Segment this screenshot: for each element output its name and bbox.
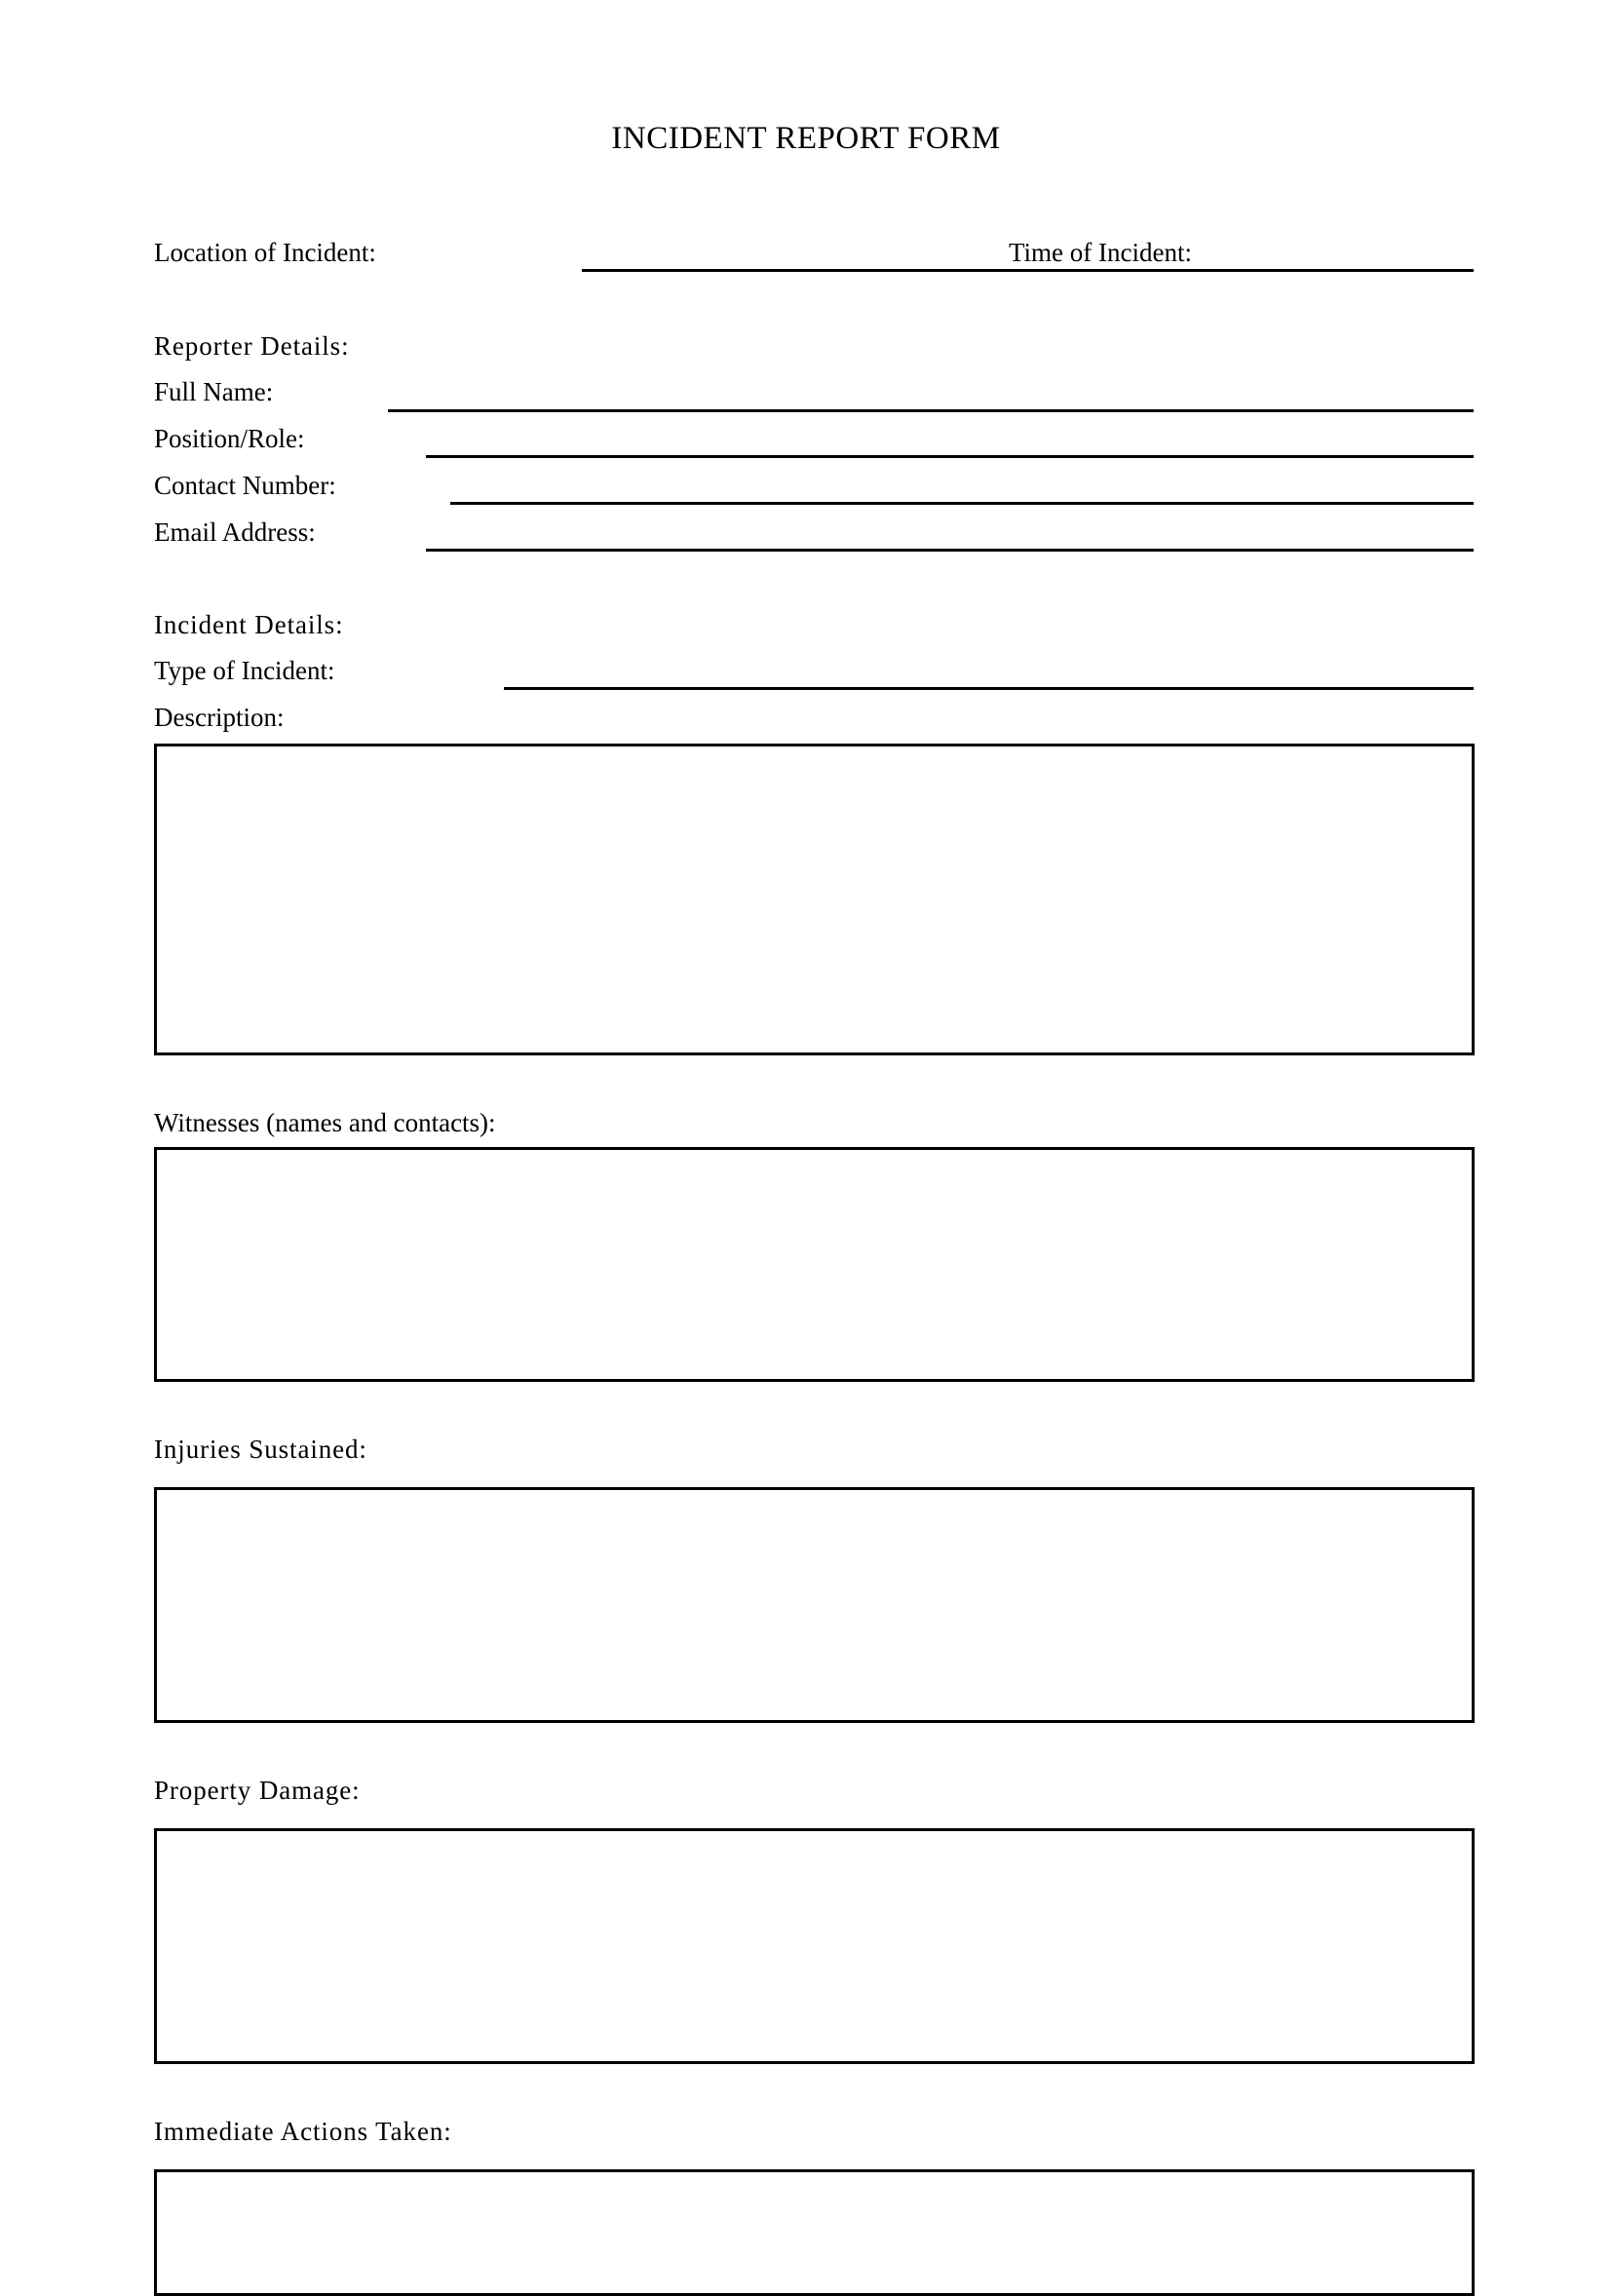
property-damage-label: Property Damage: (154, 1776, 361, 1805)
reporter-details-heading: Reporter Details: (154, 331, 350, 361)
position-input-line[interactable] (426, 455, 1474, 458)
injuries-box[interactable] (154, 1487, 1475, 1723)
location-label: Location of Incident: (154, 238, 376, 267)
property-damage-box[interactable] (154, 1828, 1475, 2064)
incident-type-label: Type of Incident: (154, 656, 335, 685)
location-time-input-line[interactable] (582, 269, 1474, 272)
incident-type-input-line[interactable] (504, 687, 1474, 690)
contact-number-label: Contact Number: (154, 471, 336, 500)
time-label: Time of Incident: (1009, 238, 1192, 267)
full-name-input-line[interactable] (388, 409, 1474, 412)
full-name-label: Full Name: (154, 377, 274, 406)
description-box[interactable] (154, 744, 1475, 1055)
immediate-actions-box[interactable] (154, 2169, 1475, 2296)
position-label: Position/Role: (154, 424, 305, 453)
email-label: Email Address: (154, 517, 316, 547)
witnesses-label: Witnesses (names and contacts): (154, 1108, 496, 1137)
incident-details-heading: Incident Details: (154, 610, 344, 639)
description-label: Description: (154, 703, 285, 732)
email-input-line[interactable] (426, 549, 1474, 552)
form-title: INCIDENT REPORT FORM (611, 121, 1001, 156)
contact-number-input-line[interactable] (450, 502, 1474, 505)
injuries-label: Injuries Sustained: (154, 1435, 367, 1464)
immediate-actions-label: Immediate Actions Taken: (154, 2117, 452, 2146)
witnesses-box[interactable] (154, 1147, 1475, 1382)
